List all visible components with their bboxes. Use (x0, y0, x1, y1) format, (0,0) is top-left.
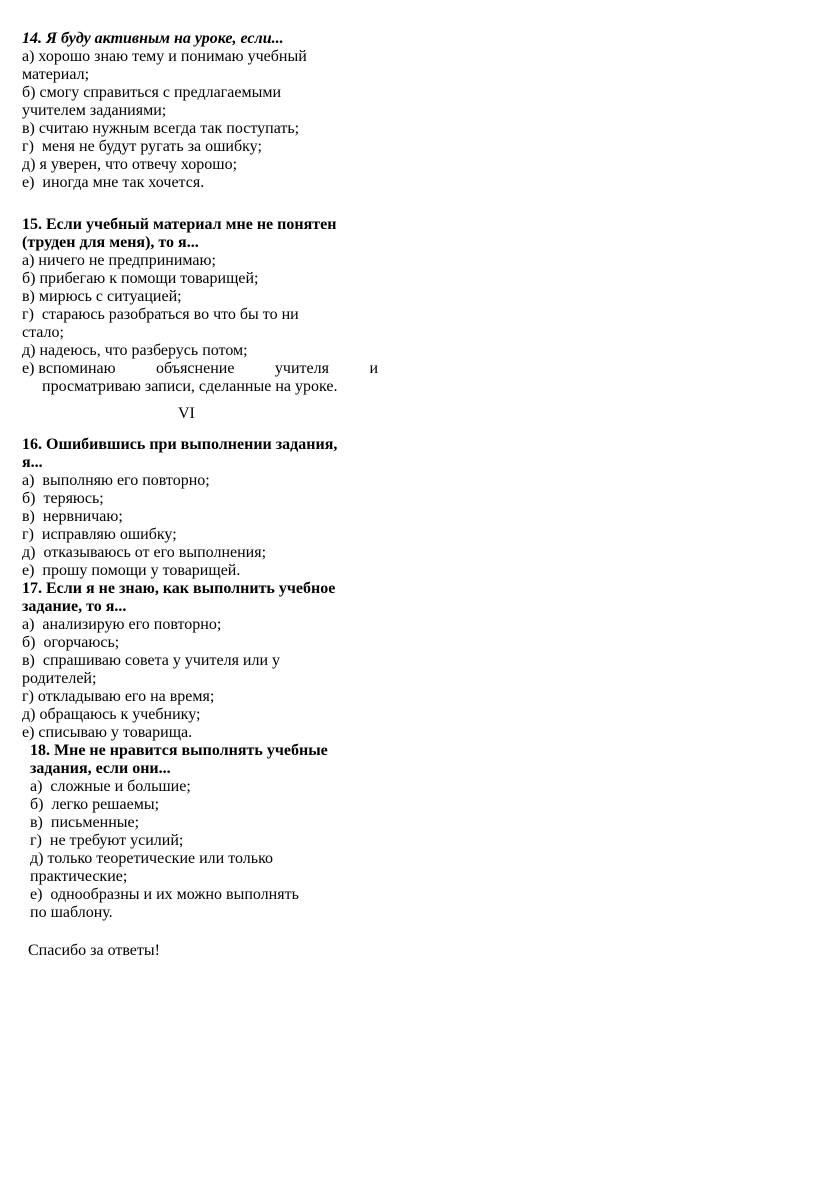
question-18-title-line1: 18. Мне не нравится выполнять учебные (30, 742, 328, 759)
q17-line: а) анализирую его повторно; (22, 616, 222, 633)
q17-line: е) списываю у товарища. (22, 724, 193, 741)
q15-line: г) стараюсь разобраться во что бы то ни (22, 306, 299, 323)
q17-line: родителей; (22, 670, 97, 687)
q16-line: д) отказываюсь от его выполнения; (22, 544, 267, 561)
q14-line: учителем заданиями; (22, 102, 167, 119)
q14-line: д) я уверен, что отвечу хорошо; (22, 156, 238, 173)
question-18-title-line2: задания, если они... (30, 760, 171, 777)
q15-option-e-word: е) вспоминаю (22, 360, 116, 377)
question-14 (22, 30, 382, 192)
spacer (22, 396, 382, 436)
q14-line: е) иногда мне так хочется. (22, 174, 205, 191)
spacer (22, 922, 382, 942)
closing-text: Спасибо за ответы! (28, 942, 160, 959)
q18-line: е) однообразны и их можно выполнять (30, 886, 299, 903)
q15-line: стало; (22, 324, 64, 341)
q14-line: а) хорошо знаю тему и понимаю учебный (22, 48, 307, 65)
question-17-title-line2: задание, то я... (22, 598, 127, 615)
q18-line: д) только теоретические или только (30, 850, 274, 867)
q14-line: в) считаю нужным всегда так поступать; (22, 120, 300, 137)
q17-line: д) обращаюсь к учебнику; (22, 706, 201, 723)
q17-line: в) спрашиваю совета у учителя или у (22, 652, 281, 669)
question-16-title-line2: я... (22, 454, 43, 471)
q17-line: г) откладываю его на время; (22, 688, 215, 705)
question-15 (22, 216, 382, 396)
q15-option-e-word: объяснение (156, 360, 235, 377)
q15-option-e-line1 (22, 360, 378, 378)
question-16 (22, 436, 382, 580)
q18-line: в) письменные; (30, 814, 140, 831)
q15-line: д) надеюсь, что разберусь потом; (22, 342, 248, 359)
q14-line: материал; (22, 66, 90, 83)
q14-line: г) меня не будут ругать за ошибку; (22, 138, 262, 155)
q15-option-e-line2: просматриваю записи, сделанные на уроке. (42, 378, 338, 395)
question-15-title-line2: (труден для меня), то я... (22, 234, 199, 251)
q18-line: б) легко решаемы; (30, 796, 160, 813)
q18-line: г) не требуют усилий; (30, 832, 184, 849)
q16-line: г) исправляю ошибку; (22, 526, 177, 543)
q15-line: а) ничего не предпринимаю; (22, 252, 216, 269)
question-17 (22, 580, 382, 742)
q15-option-e-word: и (369, 360, 378, 377)
question-15-title-line1: 15. Если учебный материал мне не понятен (22, 216, 337, 233)
questionnaire-column (22, 30, 382, 960)
q16-line: б) теряюсь; (22, 490, 104, 507)
q15-option-e-word: учителя (274, 360, 329, 377)
spacer (22, 192, 382, 210)
q18-line: по шаблону. (30, 904, 113, 921)
q15-line: б) прибегаю к помощи товарищей; (22, 270, 259, 287)
q18-line: практические; (30, 868, 128, 885)
roman-numeral: VI (178, 405, 195, 422)
q16-line: в) нервничаю; (22, 508, 123, 525)
q16-line: а) выполняю его повторно; (22, 472, 210, 489)
q14-line: б) смогу справиться с предлагаемыми (22, 84, 281, 101)
q18-line: а) сложные и большие; (30, 778, 191, 795)
q16-line: е) прошу помощи у товарищей. (22, 562, 241, 579)
question-14-title: 14. Я буду активным на уроке, если... (22, 30, 284, 47)
question-16-title-line1: 16. Ошибившись при выполнении задания, (22, 436, 338, 453)
question-18 (22, 742, 382, 922)
q15-line: в) мирюсь с ситуацией; (22, 288, 182, 305)
question-17-title-line1: 17. Если я не знаю, как выполнить учебное (22, 580, 336, 597)
q17-line: б) огорчаюсь; (22, 634, 120, 651)
